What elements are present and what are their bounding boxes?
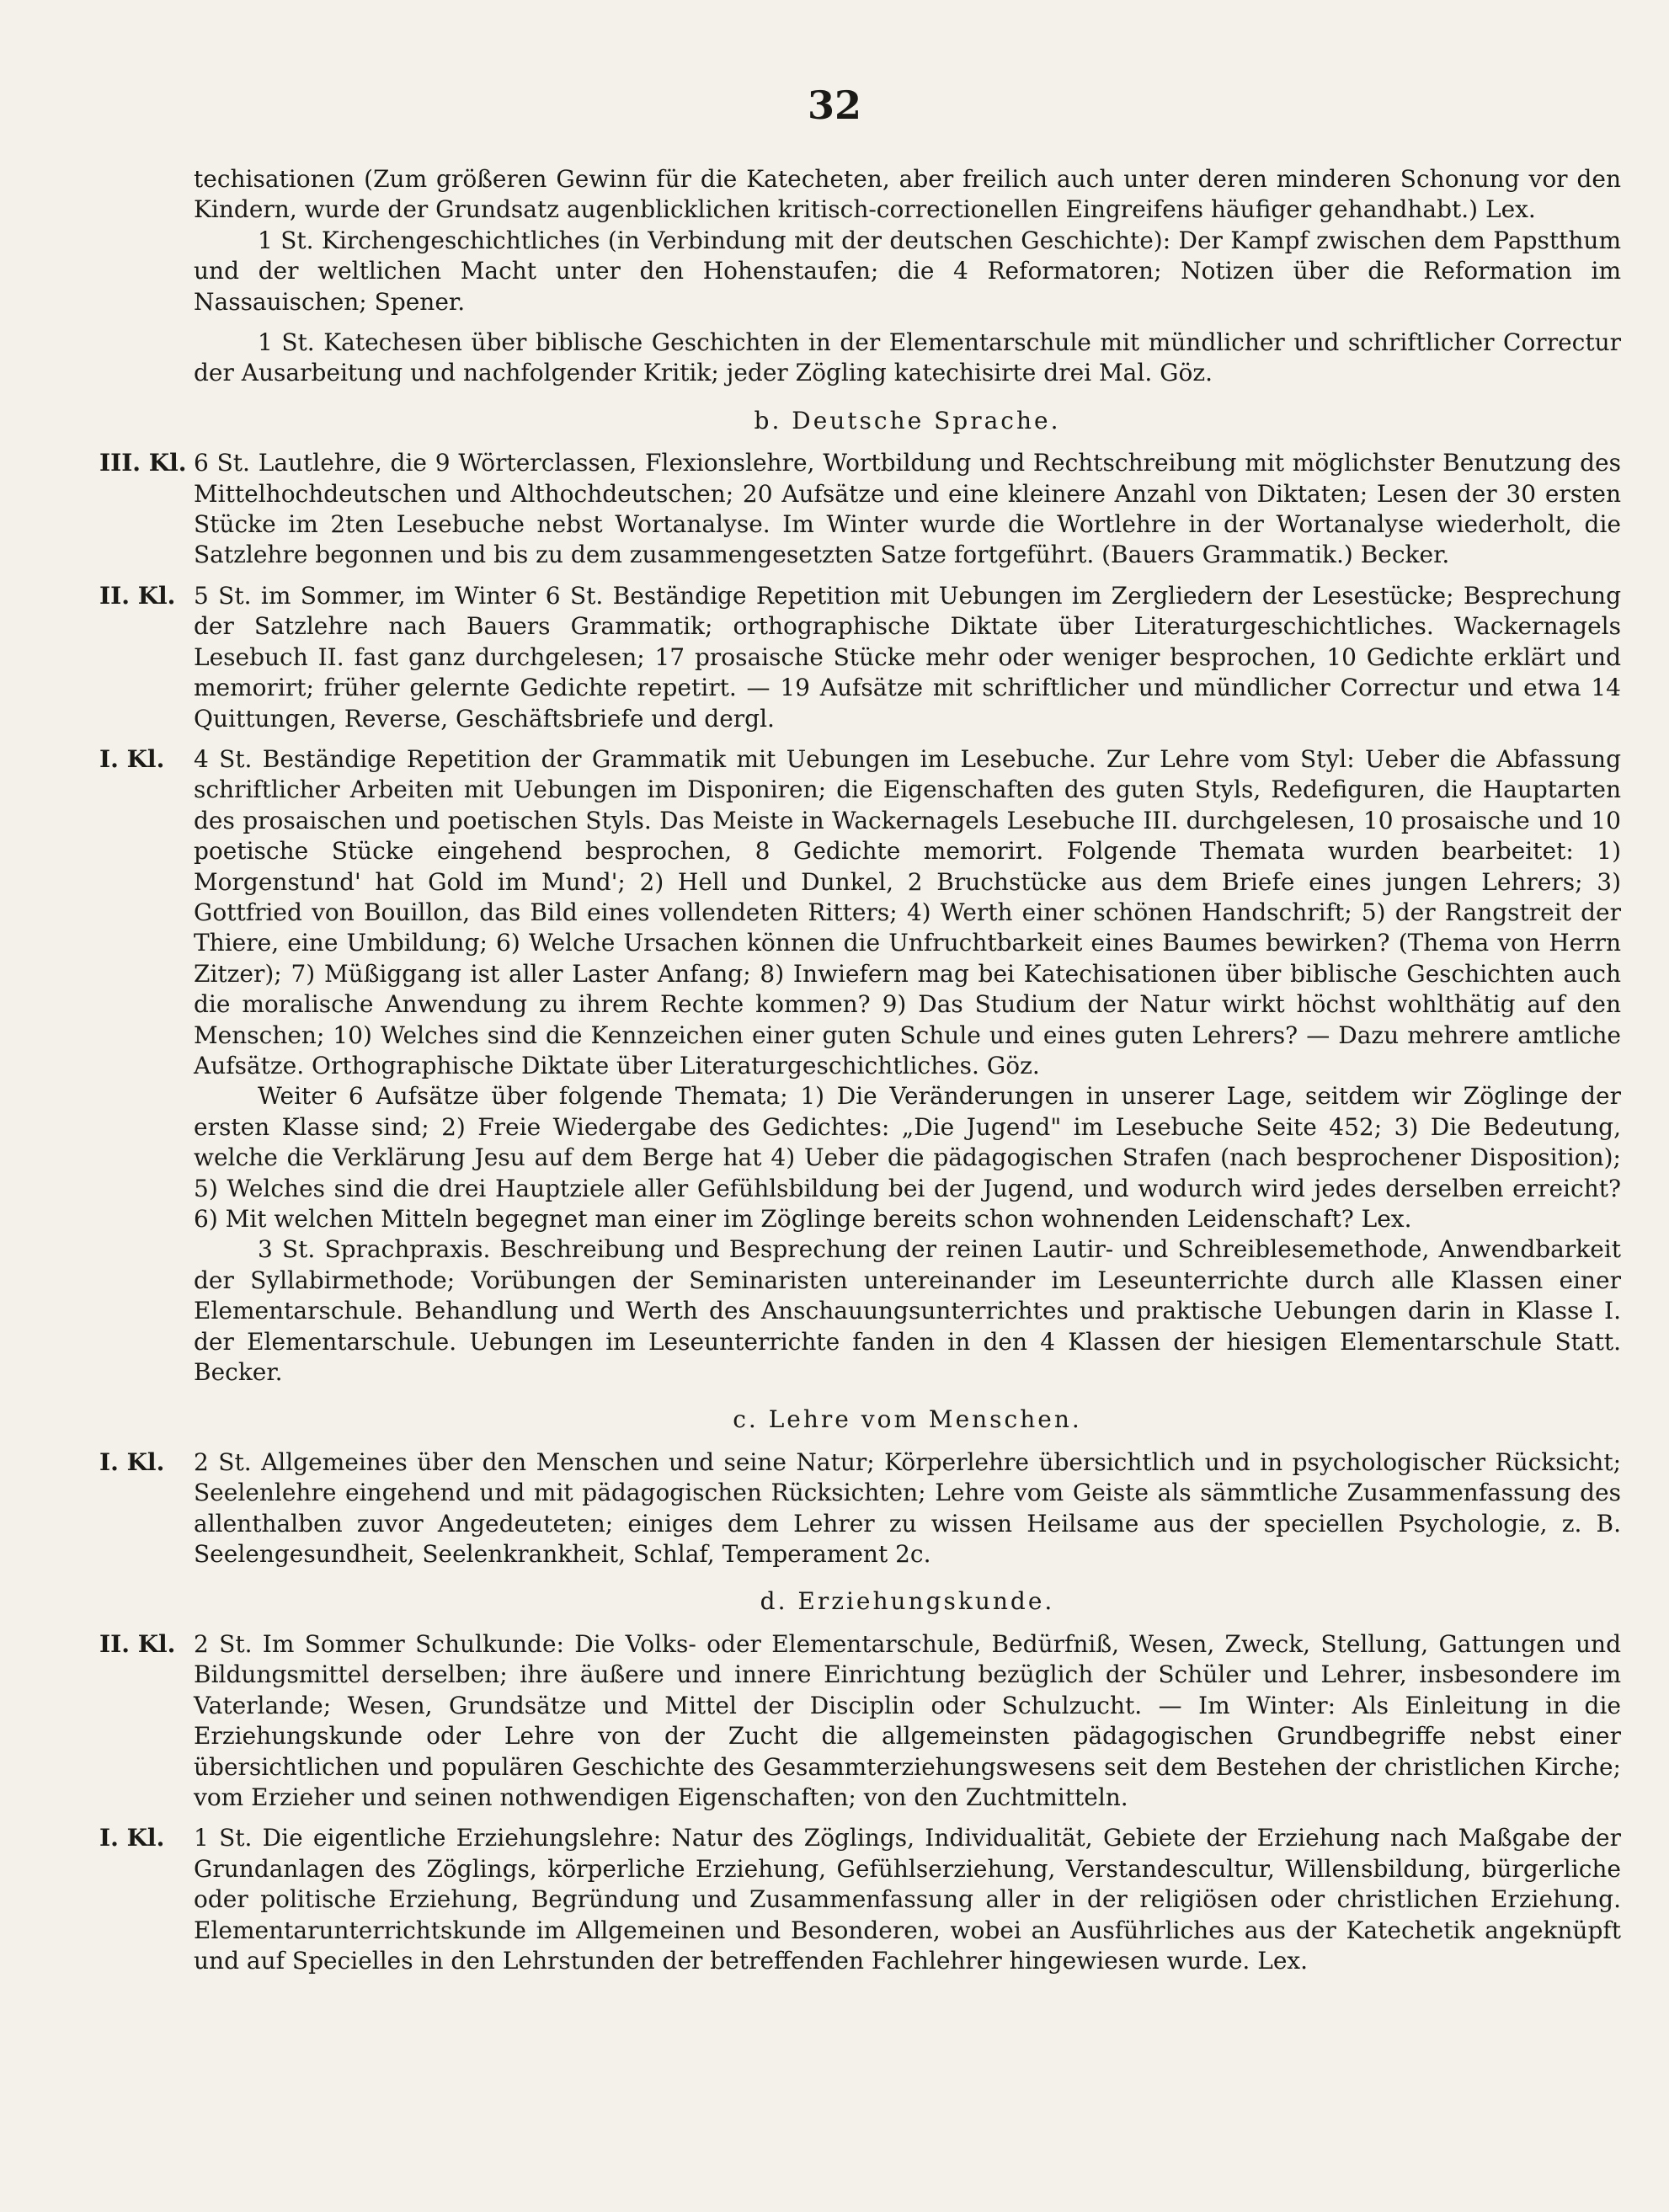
class-label: III. Kl.	[99, 449, 187, 477]
class-text: 2 St. Allgemeines über den Menschen und seine Natur; Körperlehre übersichtlich und in psychologischer Rücksicht; Seelenlehre eingehend und mit pädagogischen Rücksichten; Lehre vom Geiste als sämmtliche Zusammenfassung des allenthalben zuvor Angedeuteten; einiges dem Lehrer zu wissen Heilsame aus der speciellen Psychologie, z. B. Seelengesundheit, Seelenkrankheit, Schlaf, Temperament 2c.	[194, 1447, 1621, 1569]
class-text: 6 St. Lautlehre, die 9 Wörterclassen, Flexionslehre, Wortbildung und Rechtschreibung mit möglichster Benutzung des Mittelhochdeutschen und Althochdeutschen; 20 Aufsätze und eine kleinere Anzahl von Diktaten; Lesen der 30 ersten Stücke im 2ten Lesebuche nebst Wortanalyse. Im Winter wurde die Wortlehre in der Wortanalyse wiederholt, die Satzlehre begonnen und bis zu dem zusammengesetzten Satze fortgeführt. (Bauers Grammatik.) Becker.	[194, 449, 1621, 569]
sprachpraxis-paragraph: 3 St. Sprachpraxis. Beschreibung und Besprechung der reinen Lautir- und Schreiblesemethode, Anwendbarkeit der Syllabirmethode; Vorübungen der Seminaristen untereinander im Leseunterrichte durch alle Klassen einer Elementarschule. Behandlung und Werth des Anschauungsunterrichtes und praktische Uebungen darin in Klasse I. der Elementarschule. Uebungen im Leseunterrichte fanden in den 4 Klassen der hiesigen Elementarschule Statt. Becker.	[194, 1235, 1621, 1387]
class-text: 5 St. im Sommer, im Winter 6 St. Beständige Repetition mit Uebungen im Zergliedern der Lesestücke; Besprechung der Satzlehre nach Bauers Grammatik; orthographische Diktate über Literaturgeschichtliches. Wackernagels Lesebuch II. fast ganz durchgelesen; 17 prosaische Stücke mehr oder weniger besprochen, 10 Gedichte erklärt und memorirt; früher gelernte Gedichte repetirt. — 19 Aufsätze mit schriftlicher und mündlicher Correctur und etwa 14 Quittungen, Reverse, Geschäftsbriefe und dergl.	[194, 581, 1621, 733]
section-heading-b: b. Deutsche Sprache.	[754, 406, 1061, 434]
class-label: I. Kl.	[99, 744, 165, 773]
page-content	[99, 164, 1621, 1976]
katechesen-paragraph: 1 St. Katechesen über biblische Geschichten in der Elementarschule mit mündlicher und schriftlicher Correctur der Ausarbeitung und nachfolgender Kritik; jeder Zögling katechisirte drei Mal. Göz.	[194, 328, 1621, 387]
mensch-klasse-1	[99, 1447, 1621, 1570]
class-label: I. Kl.	[99, 1447, 165, 1476]
class-text: 4 St. Beständige Repetition der Grammatik mit Uebungen im Lesebuche. Zur Lehre vom Styl: Ueber die Abfassung schriftlicher Arbeiten mit Uebungen im Disponiren; die Eigenschaften des guten Styls, Redefiguren, die Hauptarten des prosaischen und poetischen Styls. Das Meiste in Wackernagels Lesebuche III. durchgelesen, 10 prosaische und 10 poetische Stücke eingehend besprochen, 8 Gedichte memorirt. Folgende Themata wurden bearbeitet: 1) Morgenstund' hat Gold im Mund'; 2) Hell und Dunkel, 2 Bruchstücke aus dem Briefe eines jungen Lehrers; 3) Gottfried von Bouillon, das Bild eines vollendeten Ritters; 4) Werth einer schönen Handschrift; 5) der Rangstreit der Thiere, eine Umbildung; 6) Welche Ursachen können die Unfruchtbarkeit eines Baumes bewirken? (Thema von Herrn Zitzer); 7) Müßiggang ist aller Laster Anfang; 8) Inwiefern mag bei Katechisationen über biblische Geschichten auch die moralische Anwendung zu ihrem Rechte kommen? 9) Das Studium der Natur wirkt höchst wohlthätig auf den Menschen; 10) Welches sind die Kennzeichen einer guten Schule und eines guten Lehrers? — Dazu mehrere amtliche Aufsätze. Orthographische Diktate über Literaturgeschichtliches. Göz.	[194, 744, 1621, 1079]
class-text: 2 St. Im Sommer Schulkunde: Die Volks- oder Elementarschule, Bedürfniß, Wesen, Zweck, Stellung, Gattungen und Bildungsmittel derselben; ihre äußere und innere Einrichtung bezüglich der Schüler und Lehrer, insbesondere im Vaterlande; Wesen, Grundsätze und Mittel der Disciplin oder Schulzucht. — Im Winter: Als Einleitung in die Erziehungskunde oder Lehre von der Zucht die allgemeinsten pädagogischen Grundbegriffe nebst einer übersichtlichen und populären Geschichte des Gesammterziehungswesens seit dem Bestehen der christlichen Kirche; vom Erzieher und seinen nothwendigen Eigenschaften; von den Zuchtmitteln.	[194, 1629, 1621, 1811]
section-heading-c: c. Lehre vom Menschen.	[733, 1405, 1082, 1434]
kirchengeschichte-paragraph: 1 St. Kirchengeschichtliches (in Verbindung mit der deutschen Geschichte): Der Kampf zwischen dem Papstthum und der weltlichen Macht unter den Hohenstaufen; die 4 Reformatoren; Notizen über die Reformation im Nassauischen; Spener.	[194, 226, 1621, 316]
class-label: I. Kl.	[99, 1824, 165, 1852]
erziehung-klasse-1	[99, 1823, 1621, 1976]
section-heading-d: d. Erziehungskunde.	[760, 1587, 1055, 1616]
deutsch-klasse-2	[99, 581, 1621, 734]
class-label: II. Kl.	[99, 581, 176, 610]
deutsch-klasse-3	[99, 448, 1621, 571]
erziehung-klasse-2	[99, 1629, 1621, 1813]
intro-paragraph: techisationen (Zum größeren Gewinn für die Katecheten, aber freilich auch unter deren minderen Schonung vor den Kindern, wurde der Grundsatz augenblicklichen kritisch-correctionellen Eingreifens häufiger gehandhabt.) Lex.	[194, 165, 1621, 224]
page-number: 32	[807, 83, 861, 128]
class-label: II. Kl.	[99, 1629, 176, 1658]
class-text: 1 St. Die eigentliche Erziehungslehre: Natur des Zöglings, Individualität, Gebiete der Erziehung nach Maßgabe der Grundanlagen des Zöglings, körperliche Erziehung, Gefühlserziehung, Verstandescultur, Willensbildung, bürgerliche oder politische Erziehung, Begründung und Zusammenfassung aller in der religiösen oder christlichen Erziehung. Elementarunterrichtskunde im Allgemeinen und Besonderen, wobei an Ausführliches aus der Katechetik angeknüpft und auf Specielles in den Lehrstunden der betreffenden Fachlehrer hingewiesen wurde. Lex.	[194, 1824, 1621, 1975]
weiter-paragraph: Weiter 6 Aufsätze über folgende Themata; 1) Die Veränderungen in unserer Lage, seitdem wir Zöglinge der ersten Klasse sind; 2) Freie Wiedergabe des Gedichtes: „Die Jugend" im Lesebuche Seite 452; 3) Die Bedeutung, welche die Verklärung Jesu auf dem Berge hat 4) Ueber die pädagogischen Strafen (nach besprochener Disposition); 5) Welches sind die drei Hauptziele aller Gefühlsbildung bei der Jugend, und wodurch wird jedes derselben erreicht? 6) Mit welchen Mitteln begegnet man einer im Zöglinge bereits schon wohnenden Leidenschaft? Lex.	[194, 1082, 1621, 1233]
deutsch-klasse-1	[99, 744, 1621, 1081]
